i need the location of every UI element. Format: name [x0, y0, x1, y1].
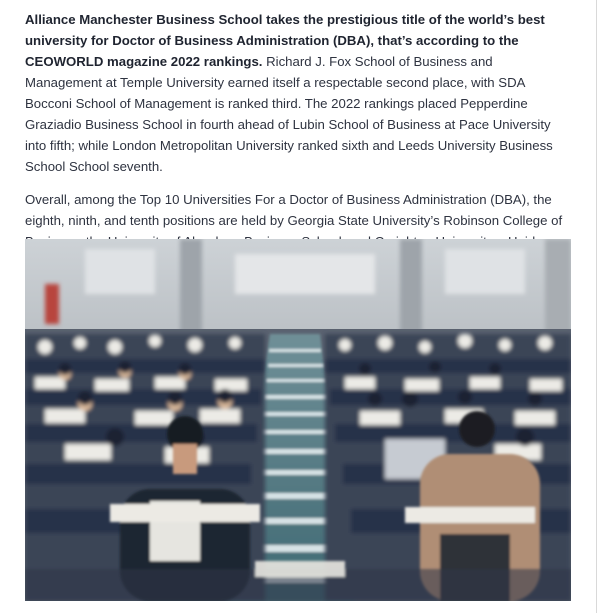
paragraph-1-lead: Alliance Manchester Business School takes the prestigious title of the world’s best university for Doctor of Business Administration (DBA), that’s according to the CEOWORLD magazine 2022 rankings.	[25, 12, 545, 69]
lecture-hall-photo	[25, 239, 571, 601]
paragraph-1	[25, 9, 573, 177]
paragraph-1-rest: Richard J. Fox School of Business and Management at Temple University earned itself a respectable second place, with SDA Bocconi School of Management is ranked third. The 2022 rankings placed Pepperdine Graziadio Business School in fourth ahead of Lubin School of Business at Pace University into fifth; while London Metropolitan University ranked sixth and Leeds University Business School School seventh.	[25, 54, 553, 174]
paragraph-2: Overall, among the Top 10 Universities For a Doctor of Business Administration (DBA), the eighth, ninth, and tenth positions are held by Georgia State University’s Robinson College of	[25, 192, 563, 228]
article-body	[25, 9, 573, 273]
